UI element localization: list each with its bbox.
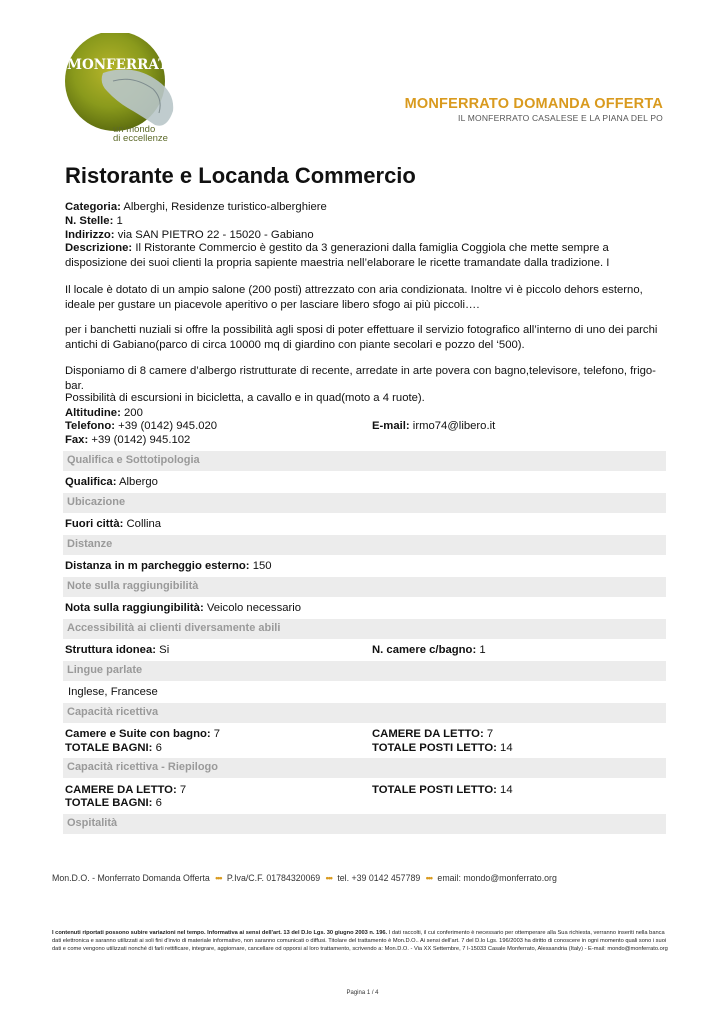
fuori-citta-label: Fuori città:	[65, 518, 124, 530]
camere-suite-label: Camere e Suite con bagno:	[65, 728, 211, 740]
lingue-value: Inglese, Francese	[68, 686, 158, 698]
email-row	[372, 419, 495, 433]
riep-camere-letto-row	[65, 783, 186, 797]
page-number: Pagina 1 / 4	[346, 990, 379, 996]
nota-row	[65, 601, 301, 615]
footer-separator: •••	[325, 873, 332, 883]
stelle-value: 1	[113, 215, 123, 227]
legal-notice	[52, 930, 672, 953]
legal-notice-text: I dati raccolti, il cui conferimento è necessario per ottemperare alla Sua richiesta, verranno inseriti nella banca dati elettronica e saranno utilizzati ai soli fini d'invio di materiale informativo, non saranno comunicati o diffusi. Titolare del trattamento è Mon.D.O.. Ai sensi dell'art. 7 del D.lo Lgs. 196/2003 ha diritto di conoscere in ogni momento quali sono i suoi dati e come vengono utilizzati nonché di farli rettificare, integrare, aggiornare, cancellare od opporsi al loro trattamento, scrivendo a: Mon.D.O. - Via XX Settembre, 7 I-15033 Casale Monferrato, Alessandria (Italy) - E-mail: mondo@monferrato.org	[52, 930, 668, 952]
description-paragraph-5: Possibilità di escursioni in bicicletta, a cavallo e in quad(moto a 4 ruote).	[65, 392, 425, 404]
camere-letto-value: 7	[483, 728, 494, 740]
section-header-accessibilita: Accessibilità ai clienti diversamente abili	[63, 619, 666, 639]
camere-letto-row	[372, 727, 493, 741]
email-label: E-mail:	[372, 420, 410, 432]
camere-letto-label: CAMERE DA LETTO:	[372, 728, 484, 740]
svg-text:di eccellenze: di eccellenze	[113, 133, 168, 143]
footer-separator: •••	[215, 873, 222, 883]
riep-camere-letto-label: CAMERE DA LETTO:	[65, 784, 177, 796]
struttura-label: Struttura idonea:	[65, 644, 157, 656]
page-title: Ristorante e Locanda Commercio	[65, 163, 416, 188]
footer-email[interactable]: email: mondo@monferrato.org	[437, 873, 557, 883]
fuori-citta-row	[65, 517, 161, 531]
email-link[interactable]: irmo74@libero.it	[409, 420, 496, 432]
section-header-ospitalita: Ospitalità	[63, 814, 666, 834]
categoria-row	[65, 200, 327, 214]
stelle-label: N. Stelle:	[65, 215, 114, 227]
totale-posti-label: TOTALE POSTI LETTO:	[372, 742, 497, 754]
brand-subtitle: IL MONFERRATO CASALESE E LA PIANA DEL PO	[458, 113, 663, 123]
riep-totale-posti-value: 14	[496, 784, 513, 796]
distanza-row	[65, 559, 272, 573]
indirizzo-value: via SAN PIETRO 22 - 15020 - Gabiano	[114, 229, 314, 241]
qualifica-value: Albergo	[116, 476, 158, 488]
footer-piva: P.Iva/C.F. 01784320069	[226, 873, 321, 883]
legal-notice-bold: I contenuti riportati possono subire variazioni nel tempo. Informativa ai sensi dell'art. 13 del D.lo Lgs. 30 giugno 2003 n. 196.	[52, 930, 388, 936]
camere-bagno-row	[372, 643, 486, 657]
totale-bagni-value: 6	[152, 742, 162, 754]
telefono-value: +39 (0142) 945.020	[115, 420, 218, 432]
fax-label: Fax:	[65, 434, 89, 446]
totale-bagni-label: TOTALE BAGNI:	[65, 742, 153, 754]
telefono-row	[65, 419, 217, 433]
svg-text:MONFERRATO: MONFERRATO	[67, 57, 180, 73]
camere-suite-row	[65, 727, 220, 741]
altitudine-label: Altitudine:	[65, 407, 121, 419]
nota-label: Nota sulla raggiungibilità:	[65, 602, 204, 614]
distanza-value: 150	[249, 560, 272, 572]
struttura-value: Si	[156, 644, 170, 656]
svg-text:un mondo: un mondo	[113, 124, 156, 135]
section-header-note: Note sulla raggiungibilità	[63, 577, 666, 597]
monferrato-logo	[63, 33, 183, 143]
qualifica-label: Qualifica:	[65, 476, 117, 488]
qualifica-row	[65, 475, 158, 489]
altitudine-row	[65, 406, 143, 420]
section-header-lingue: Lingue parlate	[63, 661, 666, 681]
footer-org: Mon.D.O. - Monferrato Domanda Offerta	[52, 873, 210, 883]
riep-totale-bagni-row	[65, 796, 162, 810]
camere-suite-value: 7	[210, 728, 221, 740]
riep-totale-posti-label: TOTALE POSTI LETTO:	[372, 784, 497, 796]
descrizione-value: Il Ristorante Commercio è gestito da 3 generazioni dalla famiglia Coggiola che mette sempre a disposizione dei suoi clienti la propria sapiente maestria nell’elaborare le ricette tramandate dalla tradizione. I	[65, 242, 610, 269]
section-header-ubicazione: Ubicazione	[63, 493, 666, 513]
riep-totale-bagni-value: 6	[152, 797, 162, 809]
descrizione-paragraph	[65, 241, 667, 271]
riep-totale-posti-row	[372, 783, 513, 797]
altitudine-value: 200	[120, 407, 143, 419]
riep-totale-bagni-label: TOTALE BAGNI:	[65, 797, 153, 809]
section-header-qualifica: Qualifica e Sottotipologia	[63, 451, 666, 471]
fax-row	[65, 433, 190, 447]
stelle-row	[65, 214, 123, 228]
footer-separator: •••	[425, 873, 432, 883]
section-header-distanze: Distanze	[63, 535, 666, 555]
section-header-riepilogo: Capacità ricettiva - Riepilogo	[63, 758, 666, 778]
nota-value: Veicolo necessario	[203, 602, 302, 614]
struttura-row	[65, 643, 169, 657]
indirizzo-row	[65, 228, 314, 242]
categoria-value: Alberghi, Residenze turistico-alberghiere	[120, 201, 327, 213]
totale-bagni-row	[65, 741, 162, 755]
camere-bagno-value: 1	[476, 644, 486, 656]
categoria-label: Categoria:	[65, 201, 121, 213]
camere-bagno-label: N. camere c/bagno:	[372, 644, 477, 656]
indirizzo-label: Indirizzo:	[65, 229, 115, 241]
totale-posti-row	[372, 741, 513, 755]
brand-title: MONFERRATO DOMANDA OFFERTA	[404, 96, 663, 112]
descrizione-label: Descrizione:	[65, 242, 133, 254]
description-paragraph-2: Il locale è dotato di un ampio salone (200 posti) attrezzato con aria condizionata. Inoltre vi è piccolo dehors esterno, ideale per gustare un piacevole aperitivo o per lasciare libero sfogo ai più piccoli….	[65, 284, 643, 311]
footer-tel: tel. +39 0142 457789	[337, 873, 421, 883]
fax-value: +39 (0142) 945.102	[88, 434, 191, 446]
footer-contact-line	[52, 873, 557, 883]
totale-posti-value: 14	[496, 742, 513, 754]
section-header-capacita: Capacità ricettiva	[63, 703, 666, 723]
distanza-label: Distanza in m parcheggio esterno:	[65, 560, 250, 572]
telefono-label: Telefono:	[65, 420, 115, 432]
description-paragraph-4: Disponiamo di 8 camere d’albergo ristrutturate di recente, arredate in arte povera con bagno,televisore, telefono, frigo-bar.	[65, 365, 656, 392]
fuori-citta-value: Collina	[123, 518, 162, 530]
description-paragraph-3: per i banchetti nuziali si offre la possibilità agli sposi di poter effettuare il servizio fotografico all’interno di uno dei parchi antichi di Gabiano(parco di circa 10000 mq di giardino con piante secolari e pozzo del ‘500).	[65, 324, 658, 351]
riep-camere-letto-value: 7	[176, 784, 187, 796]
